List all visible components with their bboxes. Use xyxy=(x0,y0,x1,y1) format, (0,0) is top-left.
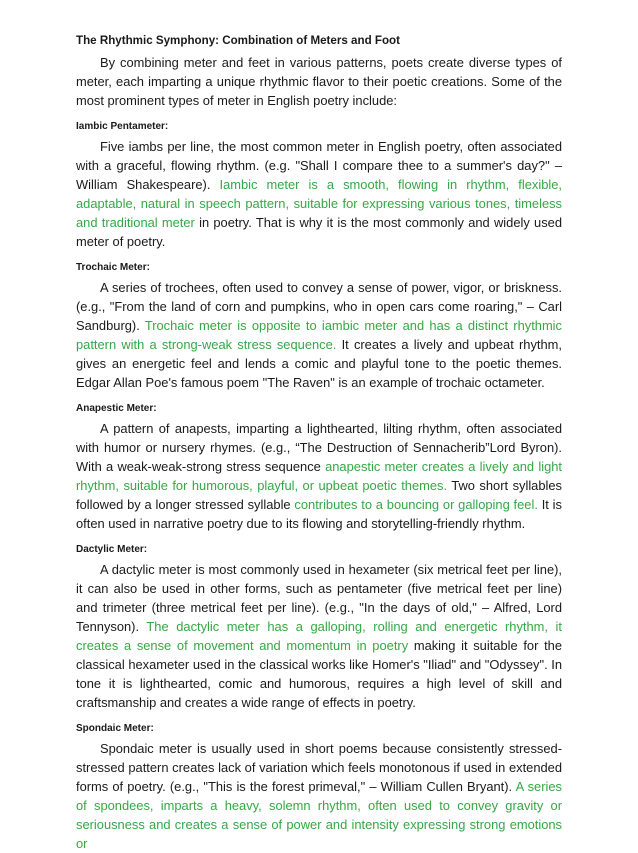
section-heading: Anapestic Meter: xyxy=(76,403,157,414)
body-text: It creates a lively and upbeat rhythm, gives an energetic feel and lends a comic and playful tone to the poetic themes. Edgar Allan Poe's famous poem "The Raven" is an example of trochaic octameter. xyxy=(76,337,562,390)
section-heading: Dactylic Meter: xyxy=(76,544,148,555)
body-text: in poetry. That is why it is the most commonly and widely used meter of poetry. xyxy=(76,215,563,249)
intro-paragraph: By combining meter and feet in various patterns, poets create diverse types of meter, each imparting a unique rhythmic flavor to their poetic creations. Some of the most prominent types of meter in English poetry include: xyxy=(76,55,562,108)
section-heading: Trochaic Meter: xyxy=(76,262,150,273)
body-text: A dactylic meter is most commonly used in hexameter (six metrical feet per line), it can also be used in other forms, such as pentameter (five metrical feet per line) and trimeter (three metrical feet per line). (e.g., "In the days of old," – Alfred, Lord Tennyson). xyxy=(76,562,562,634)
section-paragraph xyxy=(76,137,562,251)
body-text: It is often used in narrative poetry due to its flowing and storytelling-friendly rhythm. xyxy=(76,497,562,531)
section-iambic xyxy=(76,120,562,251)
section-anapestic xyxy=(76,402,562,533)
body-text: A pattern of anapests, imparting a lighthearted, lilting rhythm, often associated with humor or nursery rhymes. (e.g., “The Destruction of Sennacherib”Lord Byron). With a weak-weak-strong stress sequence xyxy=(76,421,562,474)
body-text: Five iambs per line, the most common meter in English poetry, often associated with a graceful, flowing rhythm. (e.g. "Shall I compare thee to a summer's day?" – William Shakespeare). xyxy=(76,139,562,192)
highlight-text: Iambic meter is a smooth, flowing in rhythm, flexible, adaptable, natural in speech pattern, suitable for expressing various tones, timeless and traditional meter xyxy=(76,177,562,230)
highlight-text: A series of spondees, imparts a heavy, solemn rhythm, often used to convey gravity or seriousness and creates a sense of power and intensity expressing strong emotions or xyxy=(76,779,562,851)
section-paragraph xyxy=(76,560,562,712)
section-paragraph xyxy=(76,739,562,853)
highlight-text: contributes to a bouncing or galloping feel. xyxy=(294,497,538,512)
body-text: making it suitable for the classical hexameter used in the classical works like Homer's "Iliad" and "Odyssey". In tone it is lighthearted, comic and humorous, requires a high level of skill and craftsmanship and creates a wide range of effects in poetry. xyxy=(76,638,562,710)
document-page xyxy=(76,33,562,853)
section-spondaic xyxy=(76,722,562,853)
section-heading: Iambic Pentameter: xyxy=(76,121,169,132)
highlight-text: anapestic meter creates a lively and light rhythm, suitable for humorous, playful, or upbeat poetic themes. xyxy=(76,459,562,493)
document-title: The Rhythmic Symphony: Combination of Meters and Foot xyxy=(76,34,400,47)
highlight-text: Trochaic meter is opposite to iambic meter and has a distinct rhythmic pattern with a strong-weak stress sequence. xyxy=(76,318,562,352)
body-text: Spondaic meter is usually used in short poems because consistently stressed-stressed pattern creates lack of variation which feels monotonous if used in extended forms of poetry. (e.g., "This is the forest primeval," – William Cullen Bryant). xyxy=(76,741,562,794)
highlight-text: The dactylic meter has a galloping, rolling and energetic rhythm, it creates a sense of movement and momentum in poetry xyxy=(76,619,563,653)
section-heading: Spondaic Meter: xyxy=(76,723,154,734)
section-paragraph xyxy=(76,419,562,533)
section-paragraph xyxy=(76,278,562,392)
section-dactylic xyxy=(76,543,562,712)
section-trochaic xyxy=(76,261,562,392)
body-text: Two short syllables followed by a longer stressed syllable xyxy=(76,478,562,512)
body-text: A series of trochees, often used to convey a sense of power, vigor, or briskness. (e.g., "From the land of corn and pumpkins, who in open cars come roaring," – Carl Sandburg). xyxy=(76,280,562,333)
